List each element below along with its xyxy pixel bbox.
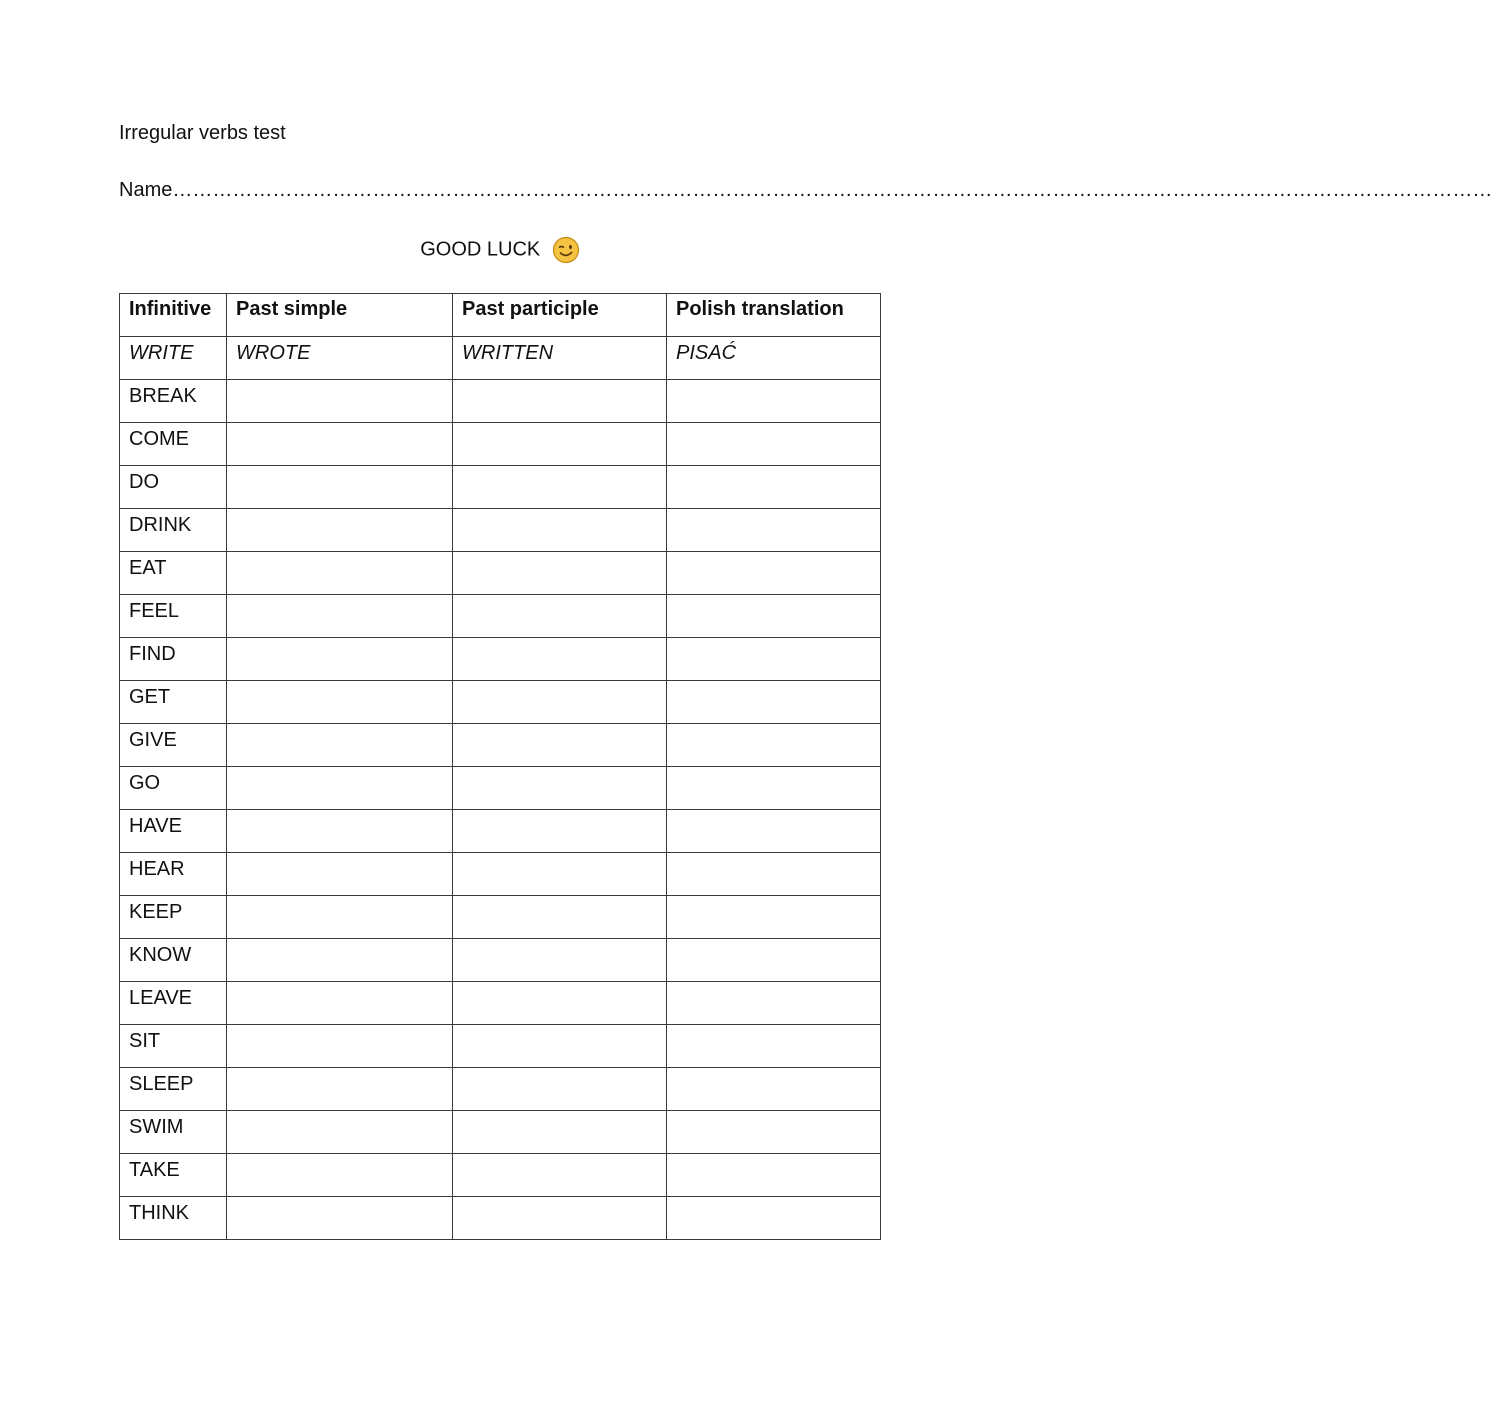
header-polish-translation: Polish translation: [667, 294, 881, 337]
polish-translation-answer-cell[interactable]: [667, 423, 881, 466]
polish-translation-answer-cell[interactable]: [667, 681, 881, 724]
past-simple-answer-cell[interactable]: [227, 681, 453, 724]
infinitive-cell: HEAR: [120, 853, 227, 896]
table-row: [120, 810, 881, 853]
infinitive-cell: GO: [120, 767, 227, 810]
infinitive-cell: COME: [120, 423, 227, 466]
past-participle-answer-cell[interactable]: [453, 1197, 667, 1240]
table-row: [120, 982, 881, 1025]
example-past-participle: WRITTEN: [453, 337, 667, 380]
past-participle-answer-cell[interactable]: [453, 1111, 667, 1154]
past-simple-answer-cell[interactable]: [227, 1197, 453, 1240]
infinitive-cell: SWIM: [120, 1111, 227, 1154]
polish-translation-answer-cell[interactable]: [667, 939, 881, 982]
past-simple-answer-cell[interactable]: [227, 509, 453, 552]
infinitive-cell: DRINK: [120, 509, 227, 552]
past-simple-answer-cell[interactable]: [227, 724, 453, 767]
header-past-simple: Past simple: [227, 294, 453, 337]
infinitive-cell: KNOW: [120, 939, 227, 982]
past-participle-answer-cell[interactable]: [453, 423, 667, 466]
polish-translation-answer-cell[interactable]: [667, 552, 881, 595]
past-simple-answer-cell[interactable]: [227, 810, 453, 853]
page-title: Irregular verbs test: [119, 122, 286, 144]
polish-translation-answer-cell[interactable]: [667, 380, 881, 423]
past-simple-answer-cell[interactable]: [227, 853, 453, 896]
table-row: [120, 853, 881, 896]
past-simple-answer-cell[interactable]: [227, 767, 453, 810]
table-row: [120, 595, 881, 638]
table-row: [120, 939, 881, 982]
polish-translation-answer-cell[interactable]: [667, 1111, 881, 1154]
past-simple-answer-cell[interactable]: [227, 466, 453, 509]
polish-translation-answer-cell[interactable]: [667, 1197, 881, 1240]
past-participle-answer-cell[interactable]: [453, 380, 667, 423]
past-participle-answer-cell[interactable]: [453, 939, 667, 982]
past-simple-answer-cell[interactable]: [227, 1025, 453, 1068]
polish-translation-answer-cell[interactable]: [667, 982, 881, 1025]
infinitive-cell: LEAVE: [120, 982, 227, 1025]
winking-face-icon: [552, 236, 580, 264]
good-luck-message: [0, 235, 1000, 264]
table-row: [120, 466, 881, 509]
infinitive-cell: EAT: [120, 552, 227, 595]
example-row: [120, 337, 881, 380]
past-participle-answer-cell[interactable]: [453, 810, 667, 853]
past-simple-answer-cell[interactable]: [227, 552, 453, 595]
polish-translation-answer-cell[interactable]: [667, 810, 881, 853]
past-participle-answer-cell[interactable]: [453, 466, 667, 509]
verbs-table: [119, 293, 881, 1240]
table-row: [120, 1025, 881, 1068]
infinitive-cell: SLEEP: [120, 1068, 227, 1111]
past-participle-answer-cell[interactable]: [453, 509, 667, 552]
table-row: [120, 638, 881, 681]
polish-translation-answer-cell[interactable]: [667, 638, 881, 681]
infinitive-cell: FIND: [120, 638, 227, 681]
example-infinitive: WRITE: [120, 337, 227, 380]
past-participle-answer-cell[interactable]: [453, 552, 667, 595]
past-simple-answer-cell[interactable]: [227, 380, 453, 423]
infinitive-cell: TAKE: [120, 1154, 227, 1197]
example-past-simple: WROTE: [227, 337, 453, 380]
infinitive-cell: BREAK: [120, 380, 227, 423]
good-luck-text: GOOD LUCK: [420, 238, 541, 261]
past-participle-answer-cell[interactable]: [453, 1154, 667, 1197]
past-simple-answer-cell[interactable]: [227, 638, 453, 681]
table-row: [120, 767, 881, 810]
past-participle-answer-cell[interactable]: [453, 1025, 667, 1068]
polish-translation-answer-cell[interactable]: [667, 509, 881, 552]
polish-translation-answer-cell[interactable]: [667, 1025, 881, 1068]
table-row: [120, 509, 881, 552]
past-participle-answer-cell[interactable]: [453, 595, 667, 638]
infinitive-cell: DO: [120, 466, 227, 509]
infinitive-cell: GIVE: [120, 724, 227, 767]
past-participle-answer-cell[interactable]: [453, 767, 667, 810]
past-participle-answer-cell[interactable]: [453, 853, 667, 896]
name-blank-field[interactable]: ………………………………………………………………………………………………………………………………………………………………………………: [172, 179, 1492, 201]
infinitive-cell: THINK: [120, 1197, 227, 1240]
past-simple-answer-cell[interactable]: [227, 939, 453, 982]
table-row: [120, 681, 881, 724]
past-simple-answer-cell[interactable]: [227, 1111, 453, 1154]
infinitive-cell: KEEP: [120, 896, 227, 939]
past-simple-answer-cell[interactable]: [227, 595, 453, 638]
header-infinitive: Infinitive: [120, 294, 227, 337]
table-row: [120, 552, 881, 595]
past-participle-answer-cell[interactable]: [453, 638, 667, 681]
example-polish: PISAĆ: [667, 337, 881, 380]
name-label: Name: [119, 179, 173, 201]
table-row: [120, 380, 881, 423]
polish-translation-answer-cell[interactable]: [667, 896, 881, 939]
past-simple-answer-cell[interactable]: [227, 423, 453, 466]
polish-translation-answer-cell[interactable]: [667, 853, 881, 896]
polish-translation-answer-cell[interactable]: [667, 466, 881, 509]
infinitive-cell: FEEL: [120, 595, 227, 638]
name-line: [119, 177, 1492, 203]
infinitive-cell: GET: [120, 681, 227, 724]
table-row: [120, 1197, 881, 1240]
table-row: [120, 724, 881, 767]
past-participle-answer-cell[interactable]: [453, 1068, 667, 1111]
table-row: [120, 423, 881, 466]
past-simple-answer-cell[interactable]: [227, 896, 453, 939]
infinitive-cell: SIT: [120, 1025, 227, 1068]
table-row: [120, 1154, 881, 1197]
table-row: [120, 1111, 881, 1154]
table-row: [120, 896, 881, 939]
header-past-participle: Past participle: [453, 294, 667, 337]
past-participle-answer-cell[interactable]: [453, 724, 667, 767]
past-participle-answer-cell[interactable]: [453, 681, 667, 724]
polish-translation-answer-cell[interactable]: [667, 767, 881, 810]
past-simple-answer-cell[interactable]: [227, 1068, 453, 1111]
past-simple-answer-cell[interactable]: [227, 1154, 453, 1197]
past-participle-answer-cell[interactable]: [453, 982, 667, 1025]
polish-translation-answer-cell[interactable]: [667, 724, 881, 767]
infinitive-cell: HAVE: [120, 810, 227, 853]
polish-translation-answer-cell[interactable]: [667, 1154, 881, 1197]
table-header-row: [120, 294, 881, 337]
table-row: [120, 1068, 881, 1111]
past-simple-answer-cell[interactable]: [227, 982, 453, 1025]
past-participle-answer-cell[interactable]: [453, 896, 667, 939]
polish-translation-answer-cell[interactable]: [667, 595, 881, 638]
polish-translation-answer-cell[interactable]: [667, 1068, 881, 1111]
